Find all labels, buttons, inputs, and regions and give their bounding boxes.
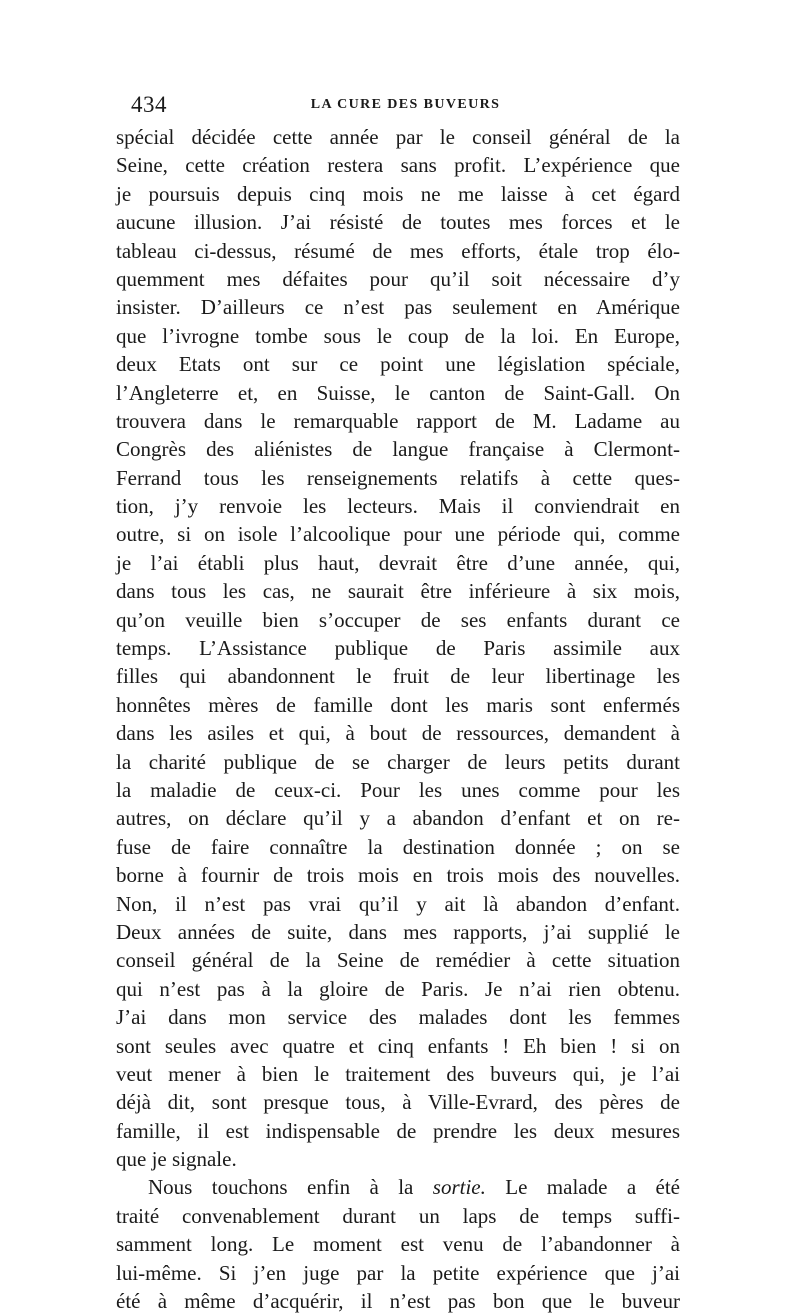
text-line: qui n’est pas à la gloire de Paris. Je n’ai rien obtenu. [116, 976, 680, 1001]
text-line: Deux années de suite, dans mes rapports, j’ai supplié le [116, 919, 680, 944]
text-line: J’ai dans mon service des malades dont les femmes [116, 1005, 680, 1030]
text-line: conseil général de la Seine de remédier à cette situation [116, 948, 680, 973]
paragraph-2 [116, 1173, 680, 1315]
text-line: honnêtes mères de famille dont les maris sont enfermés [116, 692, 680, 717]
text-line: sont seules avec quatre et cinq enfants ! Eh bien ! si on [116, 1033, 680, 1058]
text-line: borne à fournir de trois mois en trois mois des nouvelles. [116, 863, 680, 888]
text-line: que l’ivrogne tombe sous le coup de la loi. En Europe, [116, 323, 680, 348]
text-line: quemment mes défaites pour qu’il soit nécessaire d’y [116, 266, 680, 291]
text-line: je l’ai établi plus haut, devrait être d’une année, qui, [116, 550, 680, 575]
text-line: l’Angleterre et, en Suisse, le canton de Saint-Gall. On [116, 380, 680, 405]
text-line: qu’on veuille bien s’occuper de ses enfants durant ce [116, 607, 680, 632]
text-line: dans tous les cas, ne saurait être inférieure à six mois, [116, 579, 680, 604]
text-line: la maladie de ceux-ci. Pour les unes comme pour les [116, 777, 680, 802]
text-line: traité convenablement durant un laps de temps suffi- [116, 1203, 680, 1228]
text-line: Ferrand tous les renseignements relatifs à cette ques- [116, 465, 680, 490]
text-line: autres, on déclare qu’il y a abandon d’enfant et on re- [116, 806, 680, 831]
text-line: tableau ci-dessus, résumé de mes efforts, étale trop élo- [116, 238, 680, 263]
text-line: spécial décidée cette année par le conseil général de la [116, 125, 680, 149]
text-line: été à même d’acquérir, il n’est pas bon que le buveur [116, 1289, 680, 1314]
text-line: lui-même. Si j’en juge par la petite expérience que j’ai [116, 1260, 680, 1285]
text-line: je poursuis depuis cinq mois ne me laisse à cet égard [116, 181, 680, 206]
text-line: deux Etats ont sur ce point une législation spéciale, [116, 352, 680, 377]
text-line: tion, j’y renvoie les lecteurs. Mais il conviendrait en [116, 494, 680, 519]
text-line: déjà dit, sont presque tous, à Ville-Evrard, des pères de [116, 1090, 680, 1115]
text-line: Seine, cette création restera sans profit. L’expérience que [116, 153, 680, 178]
text-line: outre, si on isole l’alcoolique pour une période qui, comme [116, 522, 680, 547]
text-line: samment long. Le moment est venu de l’abandonner à [116, 1232, 680, 1257]
text-line: veut mener à bien le traitement des buveurs qui, je l’ai [116, 1061, 680, 1086]
running-head [131, 92, 680, 118]
text-line: Non, il n’est pas vrai qu’il y ait là abandon d’enfant. [116, 891, 680, 916]
page-number: 434 [131, 92, 167, 117]
text-line: fuse de faire connaître la destination donnée ; on se [116, 834, 680, 859]
text-line: aucune illusion. J’ai résisté de toutes mes forces et le [116, 210, 680, 235]
text-line: famille, il est indispensable de prendre les deux mesures [116, 1118, 680, 1143]
italic-word: sortie. [432, 1175, 486, 1200]
text-line: filles qui abandonnent le fruit de leur libertinage les [116, 664, 680, 689]
running-title: LA CURE DES BUVEURS [310, 97, 501, 112]
text-line: dans les asiles et qui, à bout de ressources, demandent à [116, 721, 680, 746]
text-line: trouvera dans le remarquable rapport de M. Ladame au [116, 408, 680, 433]
text-line: que je signale. [116, 1147, 237, 1172]
text-line: temps. L’Assistance publique de Paris assimile aux [116, 636, 680, 661]
text-line: Congrès des aliénistes de langue française à Clermont- [116, 437, 680, 462]
text-line: Nous touchons enfin à la sortie. Le malade a été [148, 1175, 681, 1200]
text-line: la charité publique de se charger de leurs petits durant [116, 749, 680, 774]
paragraph-1 [116, 123, 680, 1173]
text-line: insister. D’ailleurs ce n’est pas seulement en Amérique [116, 295, 680, 320]
body-text [116, 123, 680, 1315]
